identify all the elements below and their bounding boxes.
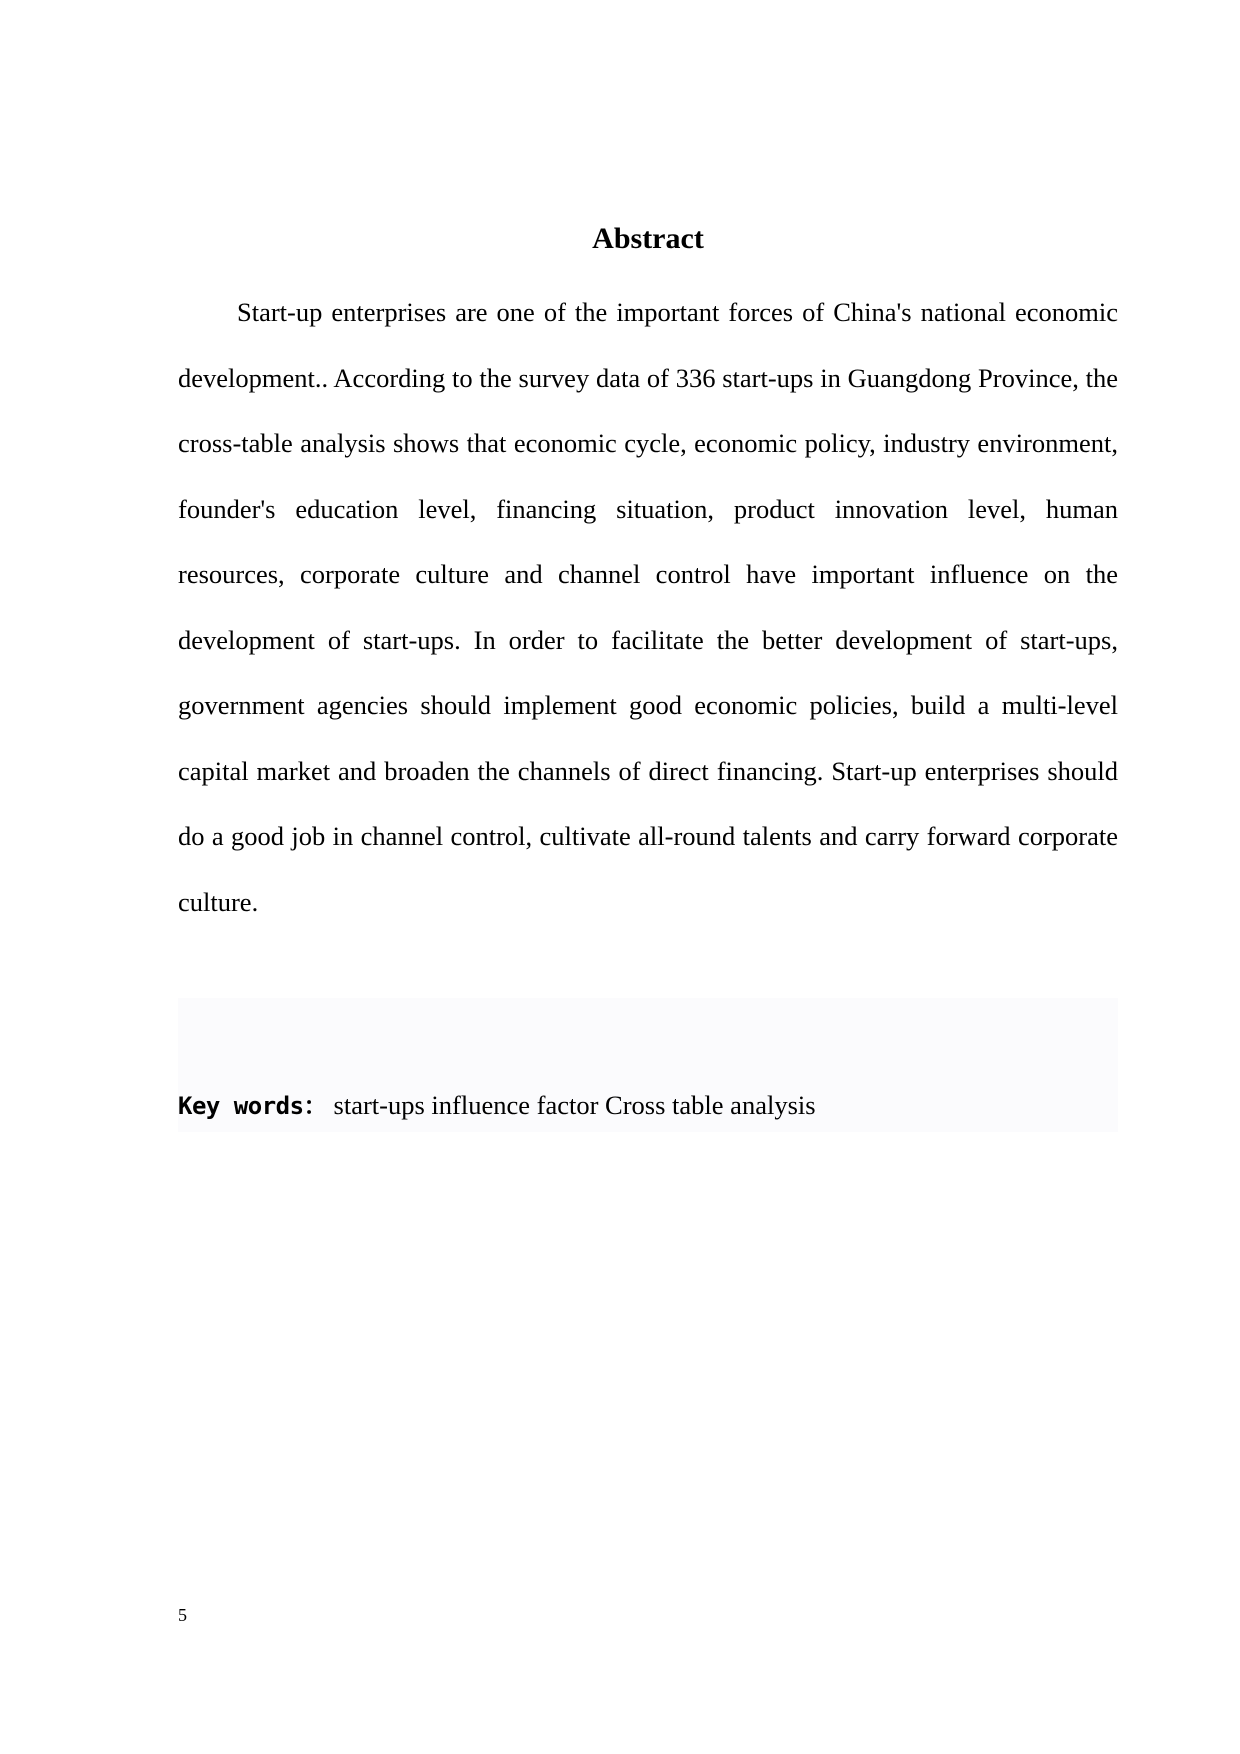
page-number: 5 bbox=[178, 1605, 187, 1625]
keywords-label: Key words bbox=[178, 1092, 304, 1120]
abstract-body bbox=[178, 280, 1118, 935]
abstract-title: Abstract bbox=[592, 222, 704, 255]
keywords-line bbox=[178, 1087, 816, 1124]
abstract-paragraph: Start-up enterprises are one of the important forces of China's national economic development.. According to the survey data of 336 start-ups in Guangdong Province, the cross-table analysis shows that economic cycle, economic policy, industry environment, founder's education level, financing situation, product innovation level, human resources, corporate culture and channel control have important influence on the development of start-ups. In order to facilitate the better development of start-ups, government agencies should implement good economic policies, build a multi-level capital market and broaden the channels of direct financing. Start-up enterprises should do a good job in channel control, cultivate all-round talents and carry forward corporate culture. bbox=[178, 297, 1118, 917]
keywords-text: start-ups influence factor Cross table analysis bbox=[333, 1090, 816, 1120]
keywords-separator: ： bbox=[303, 1092, 328, 1120]
